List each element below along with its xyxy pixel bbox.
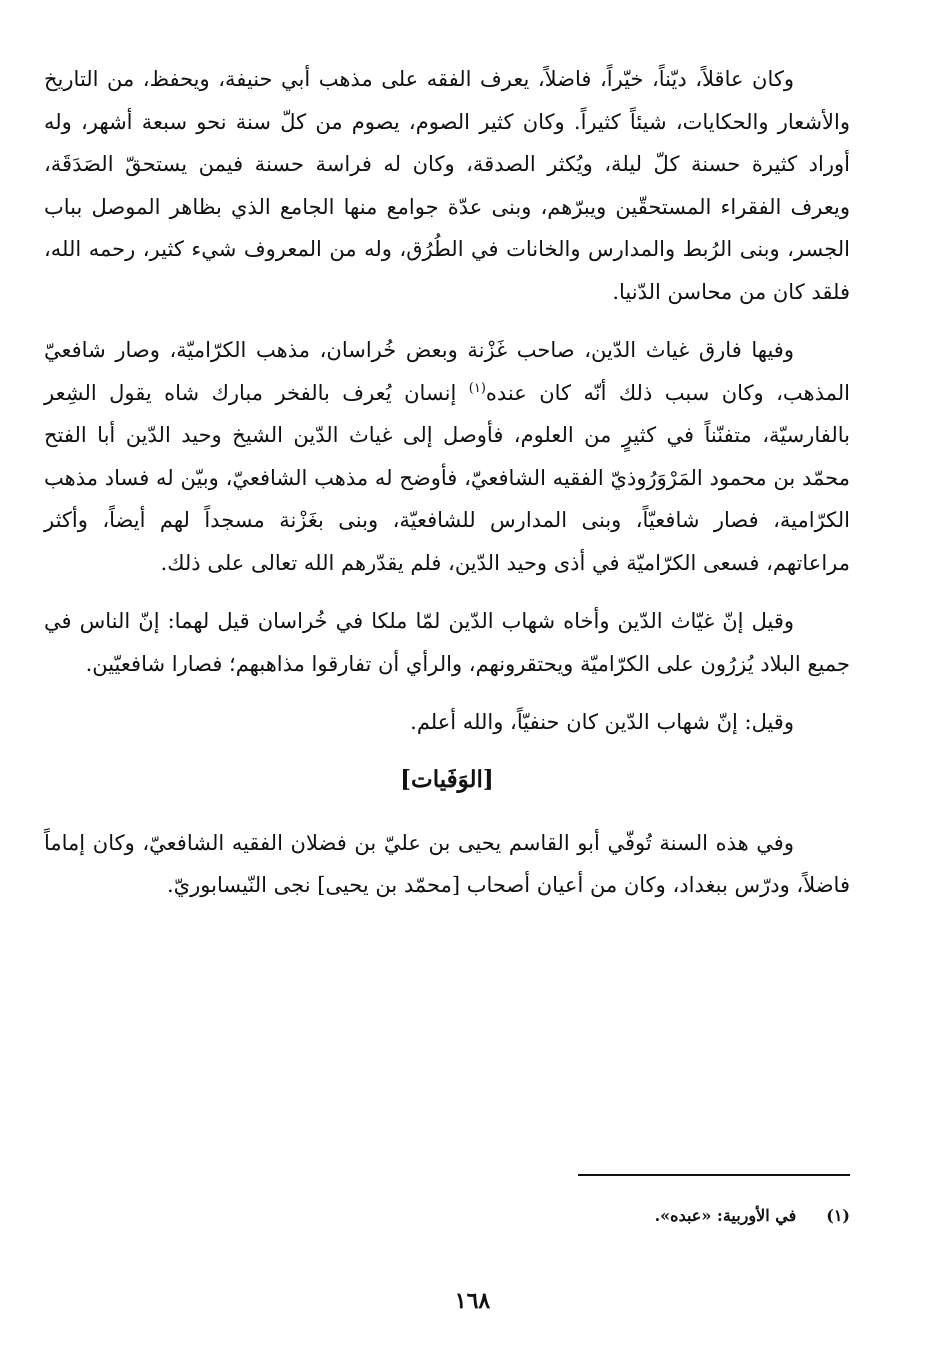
page-number: ١٦٨: [454, 1288, 491, 1314]
paragraph-4: وقيل: إنّ شهاب الدّين كان حنفيّاً، والله أعلم.: [410, 710, 794, 734]
footnote-text: في الأوربية: «عبده».: [654, 1206, 797, 1225]
paragraph-5: وفي هذه السنة تُوفّي أبو القاسم يحيى بن عليّ بن فضلان الفقيه الشافعيّ، وكان إماماً فاضلاً، ودرّس ببغداد، وكان من أعيان أصحاب [محمّد بن يحيى] نجى النّيسابوريّ.: [44, 830, 850, 897]
footnote-divider: [578, 1174, 850, 1176]
footnote: [350, 1202, 850, 1230]
paragraph-2: [44, 329, 850, 584]
paragraph-1: وكان عاقلاً، ديّناً، خيّراً، فاضلاً، يعرف الفقه على مذهب أبي حنيفة، ويحفظ، من التاريخ والأشعار والحكايات، شيئاً كثيراً. وكان كثير الصوم، يصوم من كلّ سنة نحو سبعة أشهر، وله أوراد كثيرة حسنة كلّ ليلة، ويُكثر الصدقة، وكان له فراسة حسنة فيمن يستحقّ الصَدَقَة، ويعرف الفقراء المستحقّين ويبرّهم، وبنى عدّة جوامع منها الجامع الذي بظاهر الموصل بباب الجسر، وبنى الرُبط والمدارس والخانات في الطُرُق، وله من المعروف شيء كثير، رحمه الله، فلقد كان من محاسن الدّنيا.: [44, 67, 850, 304]
paragraph-3: وقيل إنّ غيّاث الدّين وأخاه شهاب الدّين لمّا ملكا في خُراسان قيل لهما: إنّ الناس في جميع البلاد يُزرُون على الكرّاميّة ويحتقرونهم، والرأي أن تفارقوا مذاهبهم؛ فصارا شافعيّين.: [44, 609, 850, 676]
section-heading: [الوَفَيات]: [400, 765, 494, 793]
footnote-marker: (١): [468, 380, 486, 396]
page-body: [44, 58, 850, 923]
paragraph-2-part-2: إنسان يُعرف بالفخر مبارك شاه يقول الشِعر بالفارسيّة، متفنّناً في كثيرٍ من العلوم، فأوصل إلى غياث الدّين الشيخ وحيد الدّين أبا الفتح محمّد بن محمود المَرْوَرُوذيّ الفقيه الشافعيّ، فأوضح له مذهب الشافعيّ، وبيّن له فساد مذهب الكرّامية، فصار شافعيّاً، وبنى المدارس للشافعيّة، وبنى بغَزْنة مسجداً لهم أيضاً، وأكثر مراعاتهم، فسعى الكرّاميّة في أذى وحيد الدّين، فلم يقدّرهم الله تعالى على ذلك.: [44, 380, 850, 575]
paragraph-2-part-1: وفيها فارق غياث الدّين، صاحب غَزْنة وبعض خُراسان، مذهب الكرّاميّة، وصار شافعيّ المذهب، وكان سبب ذلك أنّه كان عنده: [44, 338, 851, 405]
footnote-number: (١): [826, 1206, 850, 1225]
